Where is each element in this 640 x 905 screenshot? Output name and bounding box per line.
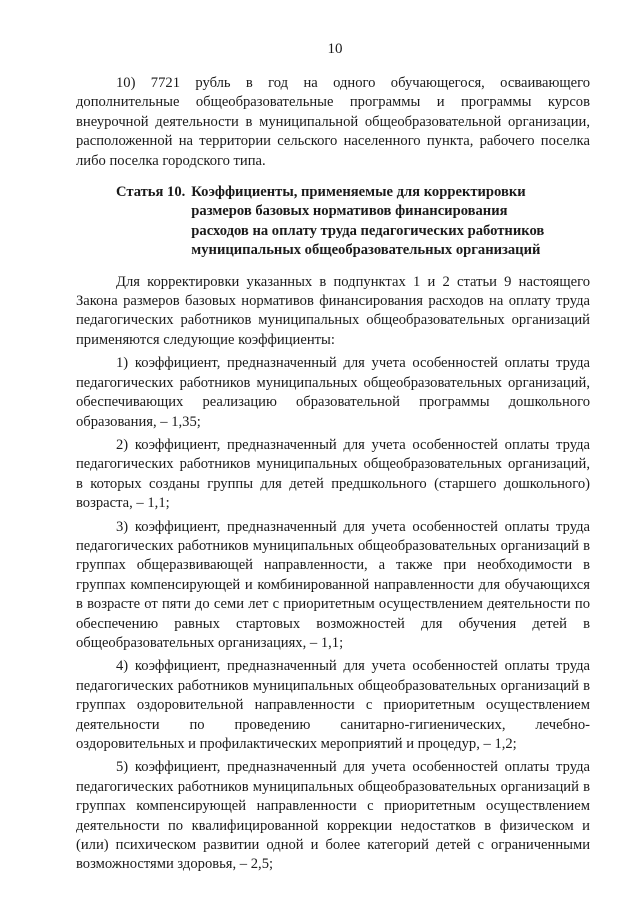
- intro-item-10: 10) 7721 рубль в год на одного обучающегося, осваивающего дополнительные общеобразовательные программы и программы курсов внеурочной деятельности в муниципальной общеобразовательной организации, расположенной на территории сельского населенного пункта, рабочего поселка либо поселка городского типа.: [76, 75, 590, 169]
- article-title: [191, 183, 590, 261]
- article-title-line: размеров базовых нормативов финансирования: [191, 203, 508, 220]
- coefficient-item-3: 3) коэффициент, предназначенный для учета особенностей оплаты труда педагогических работников муниципальных общеобразовательных организаций в группах общеразвивающей направленности, а также при необходимости в группах компенсирующей и комбинированной направленности для обучающихся в возрасте от пяти до семи лет с приоритетным осуществлением деятельности по обеспечению равных стартовых возможностей для обучения детей в общеобразовательных организациях, – 1,1;: [76, 518, 590, 651]
- page-number: 10: [327, 41, 343, 57]
- coefficient-item-5: 5) коэффициент, предназначенный для учета особенностей оплаты труда педагогических работников муниципальных общеобразовательных организаций в группах компенсирующей направленности с приоритетным осуществлением деятельности по квалифицированной коррекции недостатков в физическом и (или) психическом развитии одной и более категорий детей с ограниченными возможностями здоровья, – 2,5;: [76, 759, 590, 873]
- article-title-line: муниципальных общеобразовательных организаций: [191, 242, 541, 259]
- coefficient-item-2: 2) коэффициент, предназначенный для учета особенностей оплаты труда педагогических работников муниципальных общеобразовательных организаций, в которых созданы группы для детей предшкольного (старшего дошкольного) возраста, – 1,1;: [76, 436, 590, 512]
- coefficient-item-1: 1) коэффициент, предназначенный для учета особенностей оплаты труда педагогических работников муниципальных общеобразовательных организаций, обеспечивающих реализацию образовательной программы дошкольного образования, – 1,35;: [76, 355, 590, 430]
- article-title-line: расходов на оплату труда педагогических работников: [191, 222, 545, 239]
- coefficient-item-4: 4) коэффициент, предназначенный для учета особенностей оплаты труда педагогических работников муниципальных общеобразовательных организаций в группах оздоровительной направленности с приоритетным осуществлением деятельности по проведению санитарно-гигиенических, лечебно-оздоровительных и профилактических мероприятий и процедур, – 1,2;: [76, 658, 590, 752]
- article-title-line: Коэффициенты, применяемые для корректировки: [191, 184, 526, 201]
- article-heading: [76, 183, 590, 261]
- article-lead-paragraph: Для корректировки указанных в подпунктах 1 и 2 статьи 9 настоящего Закона размеров базовых нормативов финансирования расходов на оплату труда педагогических работников муниципальных общеобразовательных организаций применяются следующие коэффициенты:: [76, 273, 590, 348]
- article-label: Статья 10.: [116, 184, 186, 201]
